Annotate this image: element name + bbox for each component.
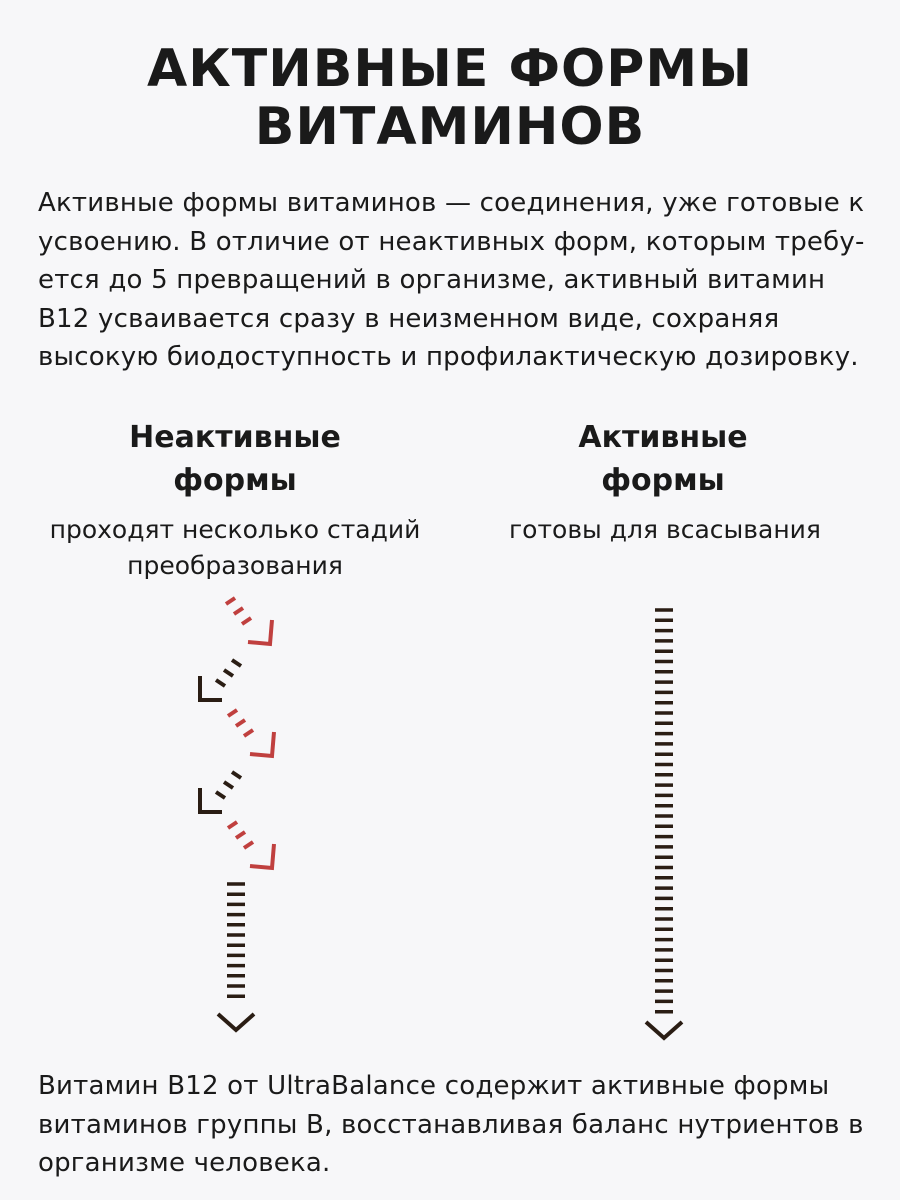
inactive-forms-title: Неактивные формы: [129, 420, 341, 498]
zigzag-dashed-arrow-icon: [200, 598, 274, 1030]
footer-paragraph: Витамин B12 от UltraBalance содержит активные формы витаминов группы В, восстанавливая баланс нутриентов в организме человека.: [38, 1071, 864, 1178]
page-title: АКТИВНЫЕ ФОРМЫ ВИТАМИНОВ: [147, 39, 753, 157]
active-forms-title: Активные формы: [578, 420, 748, 498]
forms-diagram: [0, 590, 900, 1050]
straight-dashed-arrow-icon: [646, 610, 682, 1038]
active-forms-subtitle: готовы для всасывания: [509, 515, 821, 544]
inactive-forms-subtitle: проходят несколько стадий преобразования: [49, 515, 421, 580]
intro-paragraph: Активные формы витаминов — соединения, уже готовые к усвоению. В отличие от неактивных форм, которым требуется до 5 превращений в организме, активный витамин B12 усваивается сразу в неизменном виде, сохраняя высокую биодоступность и профилактическую дозировку.: [38, 188, 865, 372]
